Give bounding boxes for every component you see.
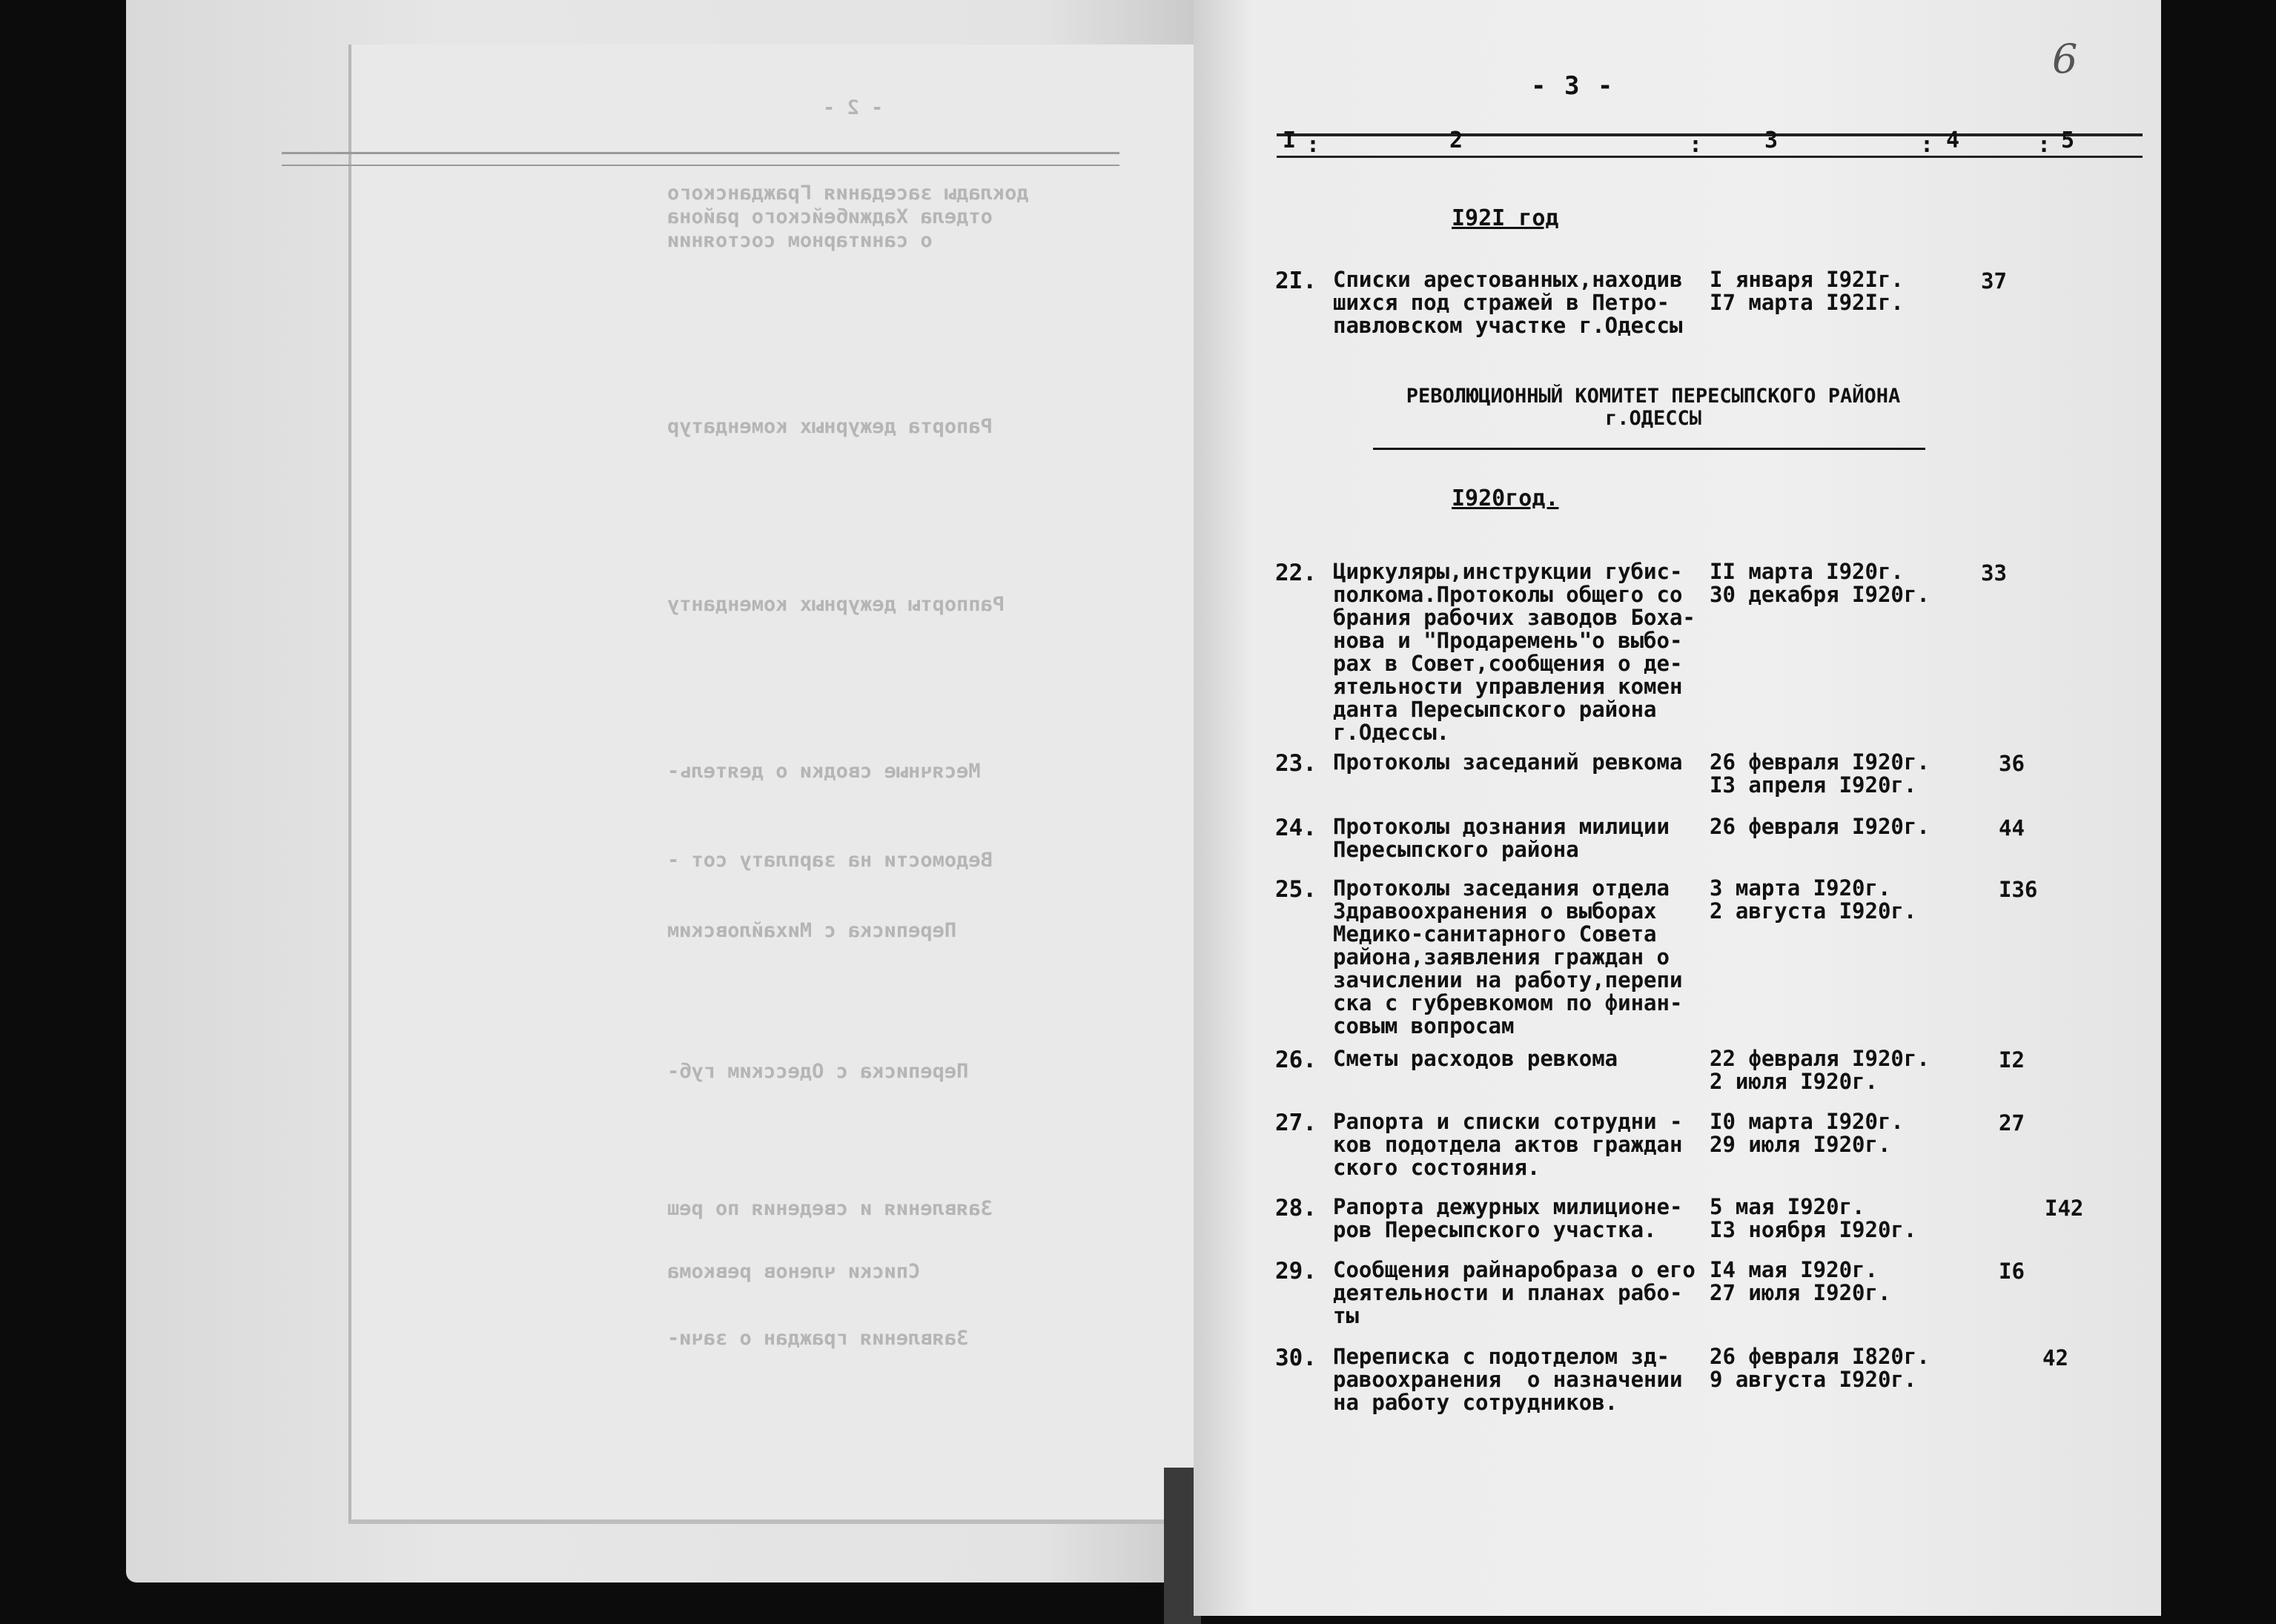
entry-24-dates: 26 февраля I920г.: [1710, 814, 1930, 839]
column-number-5: 5: [2061, 127, 2075, 153]
entry-28-number: 28.: [1275, 1195, 1317, 1222]
entry-30-sheets: 42: [2042, 1345, 2068, 1371]
entry-24-sheets: 44: [1999, 815, 2025, 841]
entry-30-dates: 26 февраля I820г. 9 августа I920г.: [1710, 1344, 1930, 1392]
entry-28-dates: 5 мая I920г. I3 ноября I920г.: [1710, 1194, 1917, 1242]
entry-22-title: Циркуляры,инструкции губис- полкома.Протоколы общего со брания рабочих заводов Боха- нова и "Продаремень"о выбо- рах в Совет,сообщения о де- ятельности управления комен данта Пересыпского района г.Одессы.: [1333, 559, 1696, 745]
header-rule-bottom: [1277, 156, 2143, 158]
column-separator-4: :: [2037, 132, 2051, 158]
entry-21-number: 2I.: [1275, 268, 1317, 294]
entry-28-title: Рапорта дежурных милиционе- ров Пересыпского участка.: [1333, 1194, 1683, 1242]
entry-22-number: 22.: [1275, 560, 1317, 586]
left-mirror-line-12: Заявления граждан о зачи-: [667, 1327, 969, 1350]
entry-27-number: 27.: [1275, 1110, 1317, 1136]
entry-21-sheets: 37: [1981, 268, 2007, 294]
right-page-number: - 3 -: [1531, 71, 1615, 101]
entry-23-number: 23.: [1275, 750, 1317, 777]
left-sheet: [348, 44, 1271, 1524]
section-heading-1921: I92I год: [1452, 205, 1559, 231]
entry-27-dates: I0 марта I920г. 29 июля I920г.: [1710, 1109, 1904, 1157]
entry-27-sheets: 27: [1999, 1110, 2025, 1136]
entry-26-dates: 22 февраля I920г. 2 июля I920г.: [1710, 1046, 1930, 1094]
section-heading-1920: I920год.: [1452, 485, 1559, 511]
left-mirror-line-1: доклады заседания Гражданского: [667, 182, 1029, 205]
entry-29-sheets: I6: [1999, 1259, 2025, 1284]
entry-23-sheets: 36: [1999, 751, 2025, 776]
entry-24-number: 24.: [1275, 815, 1317, 841]
left-mirror-line-4: Рапорта дежурных комендатур: [667, 415, 993, 438]
left-page-number: - 2 -: [823, 96, 884, 119]
column-separator-2: :: [1689, 132, 1703, 158]
left-mirror-line-6: Месячные сводки о деятель-: [667, 760, 981, 783]
entry-26-sheets: I2: [1999, 1047, 2025, 1073]
entry-22-dates: II марта I920г. 30 декабря I920г.: [1710, 559, 1930, 607]
header-rule-top: [1277, 133, 2143, 136]
entry-26-title: Сметы расходов ревкома: [1333, 1046, 1618, 1071]
entry-24-title: Протоколы дознания милиции Пересыпского района: [1333, 814, 1670, 862]
left-mirror-line-9: Переписка с Одесским губ-: [667, 1060, 969, 1083]
entry-21-dates: I января I92Iг. I7 марта I92Iг.: [1710, 267, 1904, 315]
column-number-1: I: [1283, 127, 1297, 153]
entry-26-number: 26.: [1275, 1047, 1317, 1073]
entry-30-title: Переписка с подотделом зд- равоохранения о назначении на работу сотрудников.: [1333, 1344, 1683, 1415]
entry-28-sheets: I42: [2045, 1196, 2084, 1221]
entry-29-number: 29.: [1275, 1258, 1317, 1285]
left-mirror-line-8: Переписка с Михайловским: [667, 919, 957, 942]
column-number-4: 4: [1946, 127, 1960, 153]
handwritten-sheet-number: 6: [2052, 36, 2078, 82]
left-mirror-line-5: Раппорты дежурных коменданту: [667, 593, 1005, 616]
left-mirror-line-10: Заявления и сведения по реш: [667, 1197, 993, 1220]
entry-25-sheets: I36: [1999, 877, 2038, 902]
entry-23-title: Протоколы заседаний ревкома: [1333, 749, 1683, 775]
left-header-rule-2: [282, 165, 1119, 166]
revkom-heading-rule: [1373, 448, 1925, 450]
left-mirror-line-11: Списки членов ревкома: [667, 1260, 921, 1283]
entry-22-sheets: 33: [1981, 560, 2007, 586]
column-separator-3: :: [1920, 132, 1934, 158]
entry-30-number: 30.: [1275, 1345, 1317, 1371]
left-mirror-line-2: отдела Хаджибейского района: [667, 205, 993, 228]
entry-23-dates: 26 февраля I920г. I3 апреля I920г.: [1710, 749, 1930, 798]
entry-29-title: Сообщения райнаробраза о его деятельности и планах рабо- ты: [1333, 1257, 1696, 1328]
column-number-3: 3: [1764, 127, 1779, 153]
column-number-2: 2: [1449, 127, 1463, 153]
column-separators: :: [1306, 132, 1320, 158]
entry-27-title: Рапорта и списки сотрудни - ков подотдела актов граждан ского состояния.: [1333, 1109, 1683, 1180]
entry-21-title: Списки арестованных,находив шихся под стражей в Петро- павловском участке г.Одессы: [1333, 267, 1683, 338]
left-page: [126, 0, 1201, 1582]
entry-29-dates: I4 мая I920г. 27 июля I920г.: [1710, 1257, 1891, 1305]
entry-25-number: 25.: [1275, 876, 1317, 903]
entry-25-title: Протоколы заседания отдела Здравоохранения о выборах Медико-санитарного Совета района,заявления граждан о зачислении на работу,перепи ска с губревкомом по финан- совым вопросам: [1333, 875, 1683, 1038]
left-header-rule: [282, 152, 1119, 154]
entry-25-dates: 3 марта I920г. 2 августа I920г.: [1710, 875, 1917, 924]
left-mirror-line-7: Ведомости на зарплату сот -: [667, 849, 993, 872]
left-mirror-line-3: о санитарном состоянии: [667, 229, 933, 252]
revkom-heading: РЕВОЛЮЦИОННЫЙ КОМИТЕТ ПЕРЕСЫПСКОГО РАЙОНА г.ОДЕССЫ: [1406, 385, 1901, 430]
